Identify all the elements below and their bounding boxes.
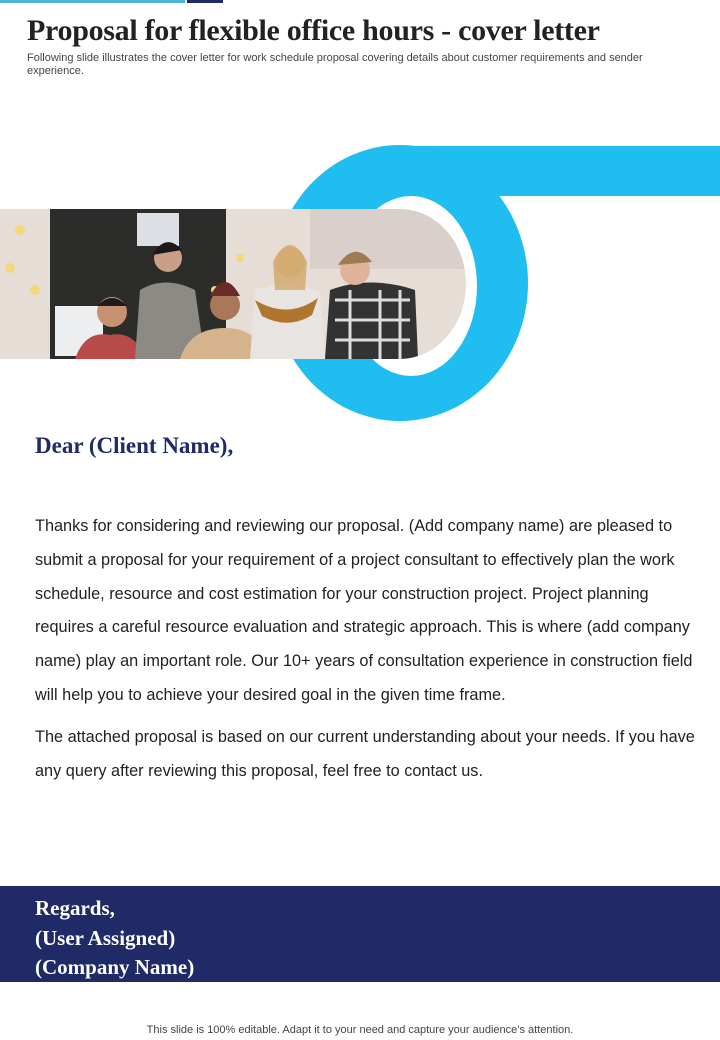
signature-regards: Regards,	[35, 896, 115, 920]
salutation: Dear (Client Name),	[35, 433, 234, 458]
letter-paragraph: Thanks for considering and reviewing our proposal. (Add company name) are pleased to submit a proposal for your requirement of a project consultant to effectively plan the work schedule, resource and cost estimation for your construction project. Project planning requires a careful resource evaluation and strategic approach. This is where (add company name) play an important role. Our 10+ years of consultation experience in construction field will help you to achieve your desired goal in the given time frame.	[35, 517, 693, 704]
signature-company: (Company Name)	[35, 955, 195, 979]
top-accent-line	[0, 0, 185, 3]
page-subtitle: Following slide illustrates the cover letter for work schedule proposal covering details about customer requirements and sender experience.	[27, 52, 643, 77]
letter-body	[35, 510, 705, 796]
letter-paragraph: The attached proposal is based on our current understanding about your needs. If you have any query after reviewing this proposal, feel free to contact us.	[35, 727, 695, 780]
footer-note: This slide is 100% editable. Adapt it to your need and capture your audience’s attention.	[146, 1024, 574, 1036]
header-graphic	[0, 140, 720, 430]
page-title: Proposal for flexible office hours - cover letter	[27, 14, 600, 47]
signature-block	[0, 886, 720, 982]
team-meeting-photo	[0, 209, 480, 359]
top-accent-line-dark	[187, 0, 223, 3]
signature-user: (User Assigned)	[35, 925, 176, 950]
